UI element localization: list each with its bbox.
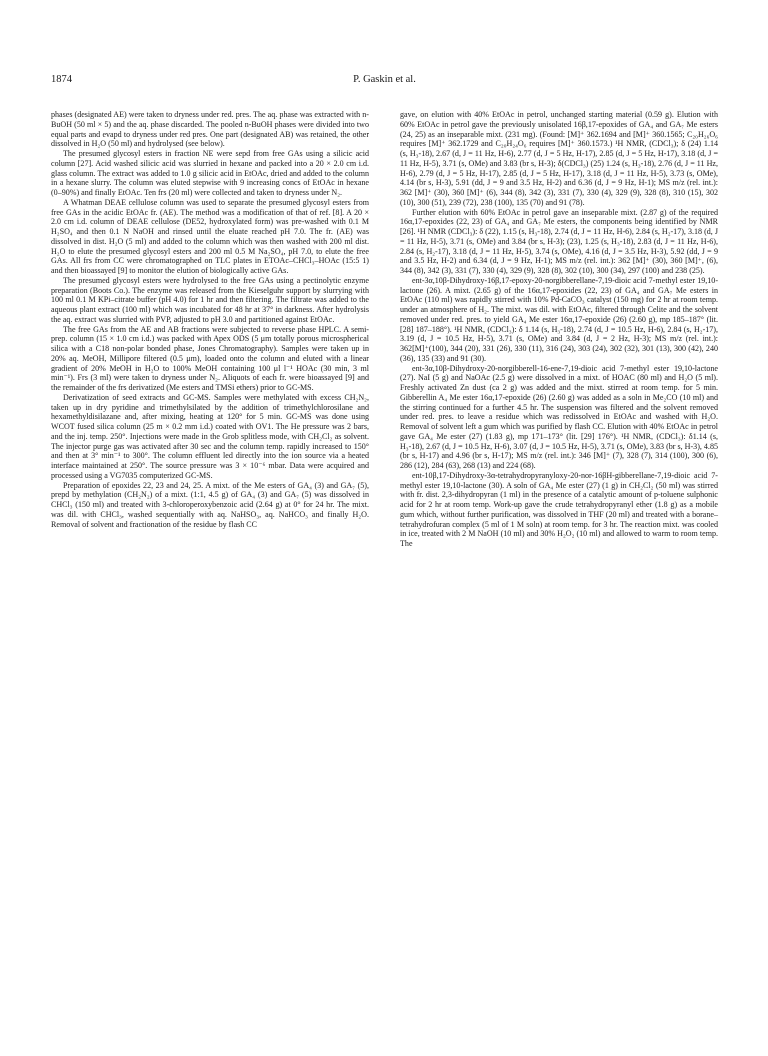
paragraph: The presumed glycosyl esters in fraction NE were sepd from free GAs using a silicic acid column [27]. Acid washed silicic acid was slurried in hexane and packed into a 20 × 2.0 cm i.d. glass column. The extract was added to 1.0 g silicic acid in EtOAc, dried and added to the column in a hexane slurry. The column was eluted stepwise with 9 increasing concs of EtOAc in hexane (0–90%) and finally EtOAc. Ten frs (20 ml) were collected and taken to dryness under N₂. [51,149,369,197]
paragraph: ent-3α,10β-Dihydroxy-16β,17-epoxy-20-norgibberellane-7,19-dioic acid 7-methyl ester 19,10-lactone (26). A mixt. (2.65 g) of the 16α,17-epoxides (22, 23) of GA₄ and GA₇ Me esters in EtOAc (110 ml) was rapidly stirred with 10% Pd-CaCO₃ catalyst (150 mg) for 2 hr at room temp. under an atmosphere of H₂. The mixt. was dil. with EtOAc, filtered through Celite and the solvent removed under red. pres. to yield GA₄ Me ester 16α,17-epoxide (26) (2.60 g), mp 185–187° (lit. [28] 187–188°). ¹H NMR, (CDCl₃): δ 1.14 (s, H₃-18), 2.74 (d, J = 10.5 Hz, H-6), 2.84 (s, H₂-17), 3.19 (d, J = 10.5 Hz, H-5), 3.71 (s, OMe) and 3.84 (d, J = 2 Hz, H-3); MS m/z (rel. int.): 362[M]⁺(100), 344 (20), 331 (26), 330 (11), 316 (24), 303 (24), 302 (32), 301 (13), 300 (42), 240 (36), 135 (33) and 91 (30). [400,275,718,363]
paragraph: The free GAs from the AE and AB fractions were subjected to reverse phase HPLC. A semi-prep. column (15 × 1.0 cm i.d.) was packed with Apex ODS (5 μm totally porous microspherical silica with a C18 non-polar bonded phase, Jones Chromatography). Samples were taken up in 20% aq. MeOH, Millipore filtered (0.5 μm), loaded onto the column and eluted with a linear gradient of 20% MeOH in H₂O to 100% MeOH containing 100 μl l⁻¹ HOAc (30 min, 3 ml min⁻¹). Frs (3 ml) were taken to dryness under N₂. Aliquots of each fr. were bioassayed [9] and the remainder of the frs derivatized (Me esters and TMSi ethers) prior to GC-MS. [51,324,369,392]
paragraph: gave, on elution with 40% EtOAc in petrol, unchanged starting material (0.59 g). Elution with 60% EtOAc in petrol gave the previously unisolated 16β,17-epoxides of GA₄ and GA₇ Me esters (24, 25) as an inseparable mixt. (231 mg). (Found: [M]⁺ 362.1694 and [M]⁺ 360.1565; C₂₀H₂₆O₆ requires [M]⁺ 362.1729 and C₂₀H₂₄O₆ requires [M]⁺ 360.1573.) ¹H NMR, (CDCl₃); δ (24) 1.14 (s, H₃-18), 2.67 (d, J = 11 Hz, H-6), 2.77 (d, J = 5 Hz, H-17), 2.85 (d, J = 5 Hz, H-17), 3.18 (d, J = 11 Hz, H-5), 3.71 (s, OMe) and 3.83 (br s, H-3); δ(CDCl₃) (25) 1.24 (s, H₃-18), 2.76 (d, J = 11 Hz, H-6), 2.79 (d, J = 5 Hz, H-17), 2.85 (d, J = 5 Hz, H-17), 3.18 (d, J = 11 Hz, H-5), 3.73 (s, OMe), 4.14 (br s, H-3), 5.91 (dd, J = 9 and 3.5 Hz, H-2) and 6.36 (d, J = 9 Hz, H-1); MS m/z (rel. int.): 362 [M]⁺ (30), 360 [M]⁺ (6), 344 (8), 342 (3), 331 (7), 330 (4), 329 (9), 328 (8), 310 (15), 302 (10), 300 (51), 239 (72), 238 (100), 135 (70) and 91 (78). [400,110,718,207]
paragraph: Preparation of epoxides 22, 23 and 24, 25. A mixt. of the Me esters of GA₄ (3) and GA₇ (5), prepd by methylation (CH₂N₂) of a mixt. (1:1, 4.5 g) of GA₄ (3) and GA₇ (5) was dissolved in CHCl₃ (150 ml) and treated with 3-chloroperoxybenzoic acid (2.64 g) at 0° for 24 hr. The mixt. was dil. with CHCl₃, washed sequentially with aq. NaHSO₃, aq. NaHCO₃ and finally H₂O. Removal of solvent and fractionation of the residue by flash CC [51,480,369,529]
paragraph: Derivatization of seed extracts and GC-MS. Samples were methylated with excess CH₂N₂, taken up in dry pyridine and trimethylsilated by the addition of trimethylchlorosilane and hexamethyldisilazane and, after mixing, heating at 120° for 5 min. GC-MS was done using WCOT fused silica column (25 m × 0.2 mm i.d.) coated with OV1. The He pressure was 2 bars, and the inj. temp. 250°. Injections were made in the Grob splitless mode, with CH₂Cl₂ as solvent. The injector purge gas was activated after 30 sec and the column temp. rapidly increased to 150° and then at 3° min⁻¹ to 300°. The column effluent led directly into the ion source via a heated interface maintained at 250°. The source pressure was 3 × 10⁻⁶ mbar. Data were acquired and processed using a VG7035 computerized GC-MS. [51,392,369,480]
paragraph: A Whatman DEAE cellulose column was used to separate the presumed glycosyl esters from free GAs in the acidic EtOAc fr. (AE). The method was a modification of that of ref. [8]. A 20 × 2.0 cm i.d. column of DEAE cellulose (DE52, hydroxylated form) was pre-washed with 0.1 M H₂SO₄ and then 0.1 N NaOH and rinsed until the eluate reached pH 7.0. The fr. (AE) was dissolved in dist. H₂O (5 ml) and added to the column which was then washed with 200 ml dist. H₂O to elute the presumed glycosyl esters and 200 ml 0.5 M Na₂SO₄, pH 7.0, to elute the free GAs. All frs from CC were chromatographed on TLC plates in ETOAc–CHCl₃–HOAc (15:5 1) and then bioassayed [9] to monitor the elution of biologically active GAs. [51,197,369,275]
page-number: 1874 [51,74,72,85]
running-title: P. Gaskin et al. [353,74,416,85]
right-column [400,110,718,549]
paragraph: The presumed glycosyl esters were hydrolysed to the free GAs using a pectinolytic enzyme preparation (Boots Co.). The enzyme was released from the Kieselguhr support by slurrying with 100 ml 0.1 M KPi–citrate buffer (pH 4.0) for 1 hr and then filtering. The filtrate was added to the aqueous plant extract (100 ml) which was incubated for 48 hr at 37° in darkness. After hydrolysis the aq. extract was slurried with PVP, adjusted to pH 3.0 and partitioned against EtOAc. [51,275,369,324]
paragraph: Further elution with 60% EtOAc in petrol gave an inseparable mixt. (2.87 g) of the required 16α,17-epoxides (22, 23) of GA₄ and GA₇ Me esters, the components being identified by NMR [26]. ¹H NMR (CDCl₃): δ (22), 1.15 (s, H₃-18), 2.74 (d, J = 11 Hz, H-6), 2.84 (s, H₂-17), 3.18 (d, J = 11 Hz, H-5), 3.71 (s, OMe) and 3.84 (br s, H-3); (23), 1.25 (s, H₃-18), 2.83 (d, J = 11 Hz, H-6), 2.84 (s, H₂-17), 3.18 (d, J = 11 Hz, H-5), 3.74 (s, OMe), 4.16 (d, J = 3.5 Hz, H-3), 5.92 (dd, J = 9 and 3.5 Hz, H-2) and 6.34 (d, J = 9 Hz, H-1); MS m/z (rel. int.): 362 [M]⁺ (30), 360 [M]⁺, (6), 344 (8), 342 (3), 331 (7), 330 (4), 329 (9), 328 (8), 302 (10), 300 (34), 297 (100) and 238 (25). [400,207,718,275]
paragraph: ent-10β,17-Dihydroxy-3α-tetrahydropyranyloxy-20-nor-16βH-gibberellane-7,19-dioic acid 7-methyl ester 19,10-lactone (30). A soln of GA₄ Me ester (27) (1 g) in CH₂Cl₂ (50 ml) was stirred with fr. dist. 2,3-dihydropyran (1 ml) in the presence of a catalytic amount of p-toluene sulphonic acid for 2 hr at room temp. Work-up gave the crude tetrahydropyranyl ether (1.8 g) as a mobile gum which, without further purification, was dissolved in THF (20 ml) and treated with a borane–tetrahydrofuran complex (5 ml of 1 M soln) at room temp. for 3 hr. The reaction mixt. was cooled in ice, treated with 2 M NaOH (10 ml) and 30% H₂O₂ (10 ml) and allowed to warm to room temp. The [400,470,718,548]
left-column [51,110,369,529]
paragraph: ent-3α,10β-Dihydroxy-20-norgibberell-16-ene-7,19-dioic acid 7-methyl ester 19,10-lactone (27). NaI (5 g) and NaOAc (2.5 g) were dissolved in a mixt. of HOAC (80 ml) and H₂O (5 ml). Freshly activated Zn dust (ca 2 g) was added and the mixt. stirred at room temp. for 5 min. Gibberellin A₄ Me ester 16α,17-epoxide (26) (2.60 g) was added as a soln in Me₂CO (10 ml) and the stirring continued for a further 4.5 hr. The suspension was filtered and the solvent removed under red. pres. to leave a residue which was redissolved in EtOAc and washed with H₂O. Removal of solvent left a gum which was purified by flash CC. Elution with 40% EtOAc in petrol gave GA₄ Me ester (27) (1.83 g), mp 171–173° (lit. [29] 176°). ¹H NMR, (CDCl₃): δ1.14 (s, H₃-18), 2.67 (d, J = 10.5 Hz, H-6), 3.07 (d, J = 10.5 Hz, H-5), 3.71 (s, OMe), 3.83 (br s, H-3), 4.85 (br s, H-17) and 4.96 (br s, H-17); MS m/z (rel. int.): 346 [M]⁺ (7), 328 (7), 314 (100), 300 (6), 286 (12), 284 (63), 268 (13) and 224 (68). [400,363,718,470]
paragraph: phases (designated AE) were taken to dryness under red. pres. The aq. phase was extracted with n-BuOH (50 ml × 5) and the aq. phase discarded. The pooled n-BuOH phases were divided into two equal parts and evapd to dryness under red pres. One part (designated AB) was retained, the other dissolved in H₂O (50 ml) and hydrolysed (see below). [51,110,369,149]
page-header [51,74,718,88]
